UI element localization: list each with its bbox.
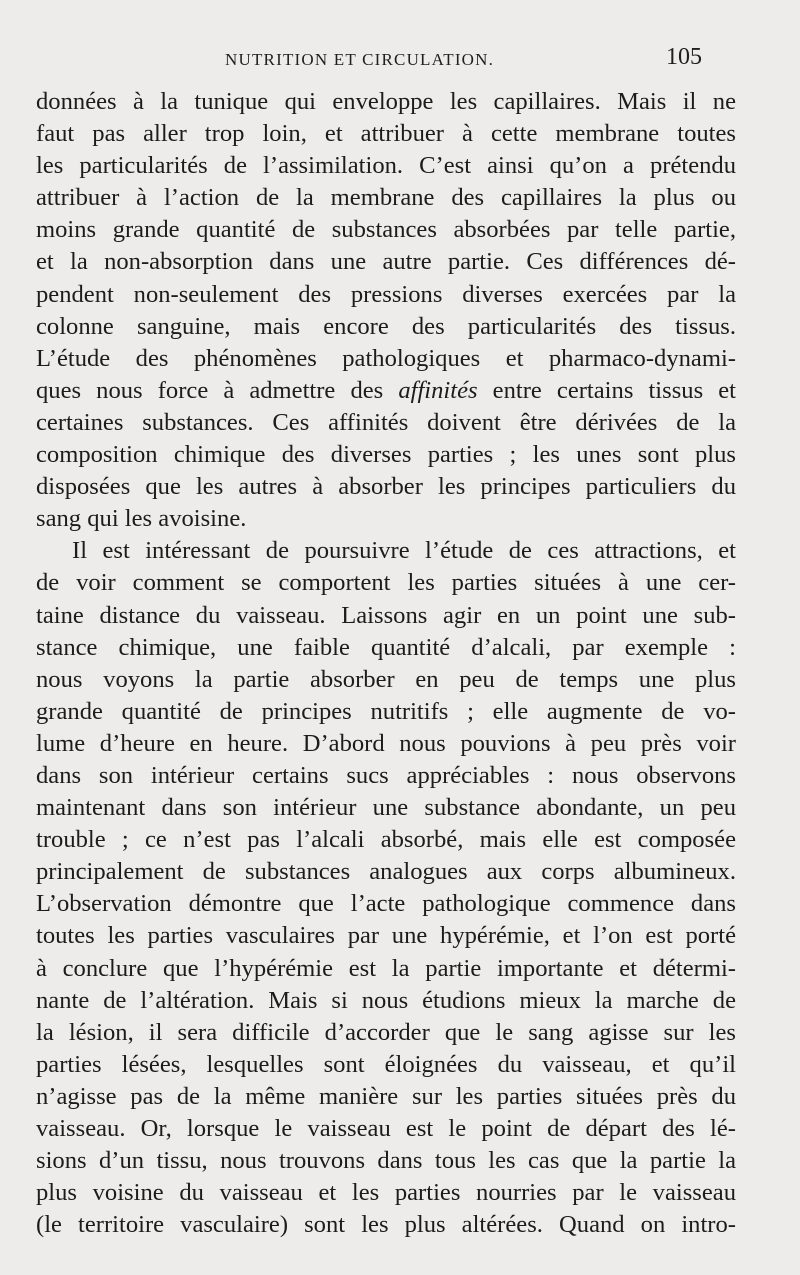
text-line: taine distance du vaisseau. Laissons agir en un point une sub- <box>36 601 736 629</box>
text-line: nous voyons la partie absorber en peu de temps une plus <box>36 665 736 693</box>
italic-term: affinités <box>398 376 478 404</box>
text-line: composition chimique des diverses parties ; les unes sont plus <box>36 441 736 469</box>
text-line: pendent non-seulement des pressions diverses exercées par la <box>36 280 736 308</box>
text-line: parties lésées, lesquelles sont éloignées du vaisseau, et qu’il <box>36 1050 736 1078</box>
text-line: L’étude des phénomènes pathologiques et pharmaco-dynami- <box>36 344 736 372</box>
text-line: à conclure que l’hypérémie est la partie importante et détermi- <box>36 954 736 982</box>
text-line: L’observation démontre que l’acte pathologique commence dans <box>36 890 736 918</box>
text-segment: entre certains tissus et <box>492 376 736 404</box>
text-line: colonne sanguine, mais encore des particularités des tissus. <box>36 312 736 340</box>
text-line: les particularités de l’assimilation. C’est ainsi qu’on a prétendu <box>36 152 736 180</box>
text-line: stance chimique, une faible quantité d’alcali, par exemple : <box>36 633 736 661</box>
paragraph-end-line: sang qui les avoisine. <box>36 505 247 533</box>
text-line: et la non-absorption dans une autre partie. Ces différences dé- <box>36 248 736 276</box>
text-line-with-italic <box>36 375 736 407</box>
text-line: attribuer à l’action de la membrane des capillaires la plus ou <box>36 184 736 212</box>
text-line: plus voisine du vaisseau et les parties nourries par le vaisseau <box>36 1179 736 1207</box>
running-head <box>0 44 800 74</box>
text-line: n’agisse pas de la même manière sur les parties situées près du <box>36 1082 736 1110</box>
text-line: trouble ; ce n’est pas l’alcali absorbé, mais elle est composée <box>36 826 736 854</box>
text-line: principalement de substances analogues aux corps albumineux. <box>36 858 736 886</box>
text-line: disposées que les autres à absorber les principes particuliers du <box>36 473 736 501</box>
text-line: la lésion, il sera difficile d’accorder que le sang agisse sur les <box>36 1018 736 1046</box>
text-line: lume d’heure en heure. D’abord nous pouvions à peu près voir <box>36 729 736 757</box>
body-text <box>36 86 736 1241</box>
text-line: toutes les parties vasculaires par une hypérémie, et l’on est porté <box>36 922 736 950</box>
text-line: nante de l’altération. Mais si nous étudions mieux la marche de <box>36 986 736 1014</box>
text-line: vaisseau. Or, lorsque le vaisseau est le point de départ des lé- <box>36 1115 736 1142</box>
text-line: de voir comment se comportent les parties situées à une cer- <box>36 569 736 597</box>
text-line: maintenant dans son intérieur une substance abondante, un peu <box>36 794 736 822</box>
text-line: grande quantité de principes nutritifs ; elle augmente de vo- <box>36 697 736 725</box>
text-line: certaines substances. Ces affinités doivent être dérivées de la <box>36 408 736 436</box>
text-line: faut pas aller trop loin, et attribuer à cette membrane toutes <box>36 120 736 148</box>
text-line: moins grande quantité de substances absorbées par telle partie, <box>36 216 736 244</box>
text-line: données à la tunique qui enveloppe les capillaires. Mais il ne <box>36 88 736 115</box>
running-title: NUTRITION ET CIRCULATION. <box>225 50 495 69</box>
text-line: dans son intérieur certains sucs appréciables : nous observons <box>36 761 736 789</box>
page-number: 105 <box>666 44 702 70</box>
text-line: (le territoire vasculaire) sont les plus altérées. Quand on intro- <box>36 1211 736 1239</box>
paragraph-first-line: Il est intéressant de poursuivre l’étude de ces attractions, et <box>72 537 736 565</box>
text-segment: ques nous force à admettre des <box>36 376 384 404</box>
text-line: sions d’un tissu, nous trouvons dans tous les cas que la partie la <box>36 1147 736 1175</box>
